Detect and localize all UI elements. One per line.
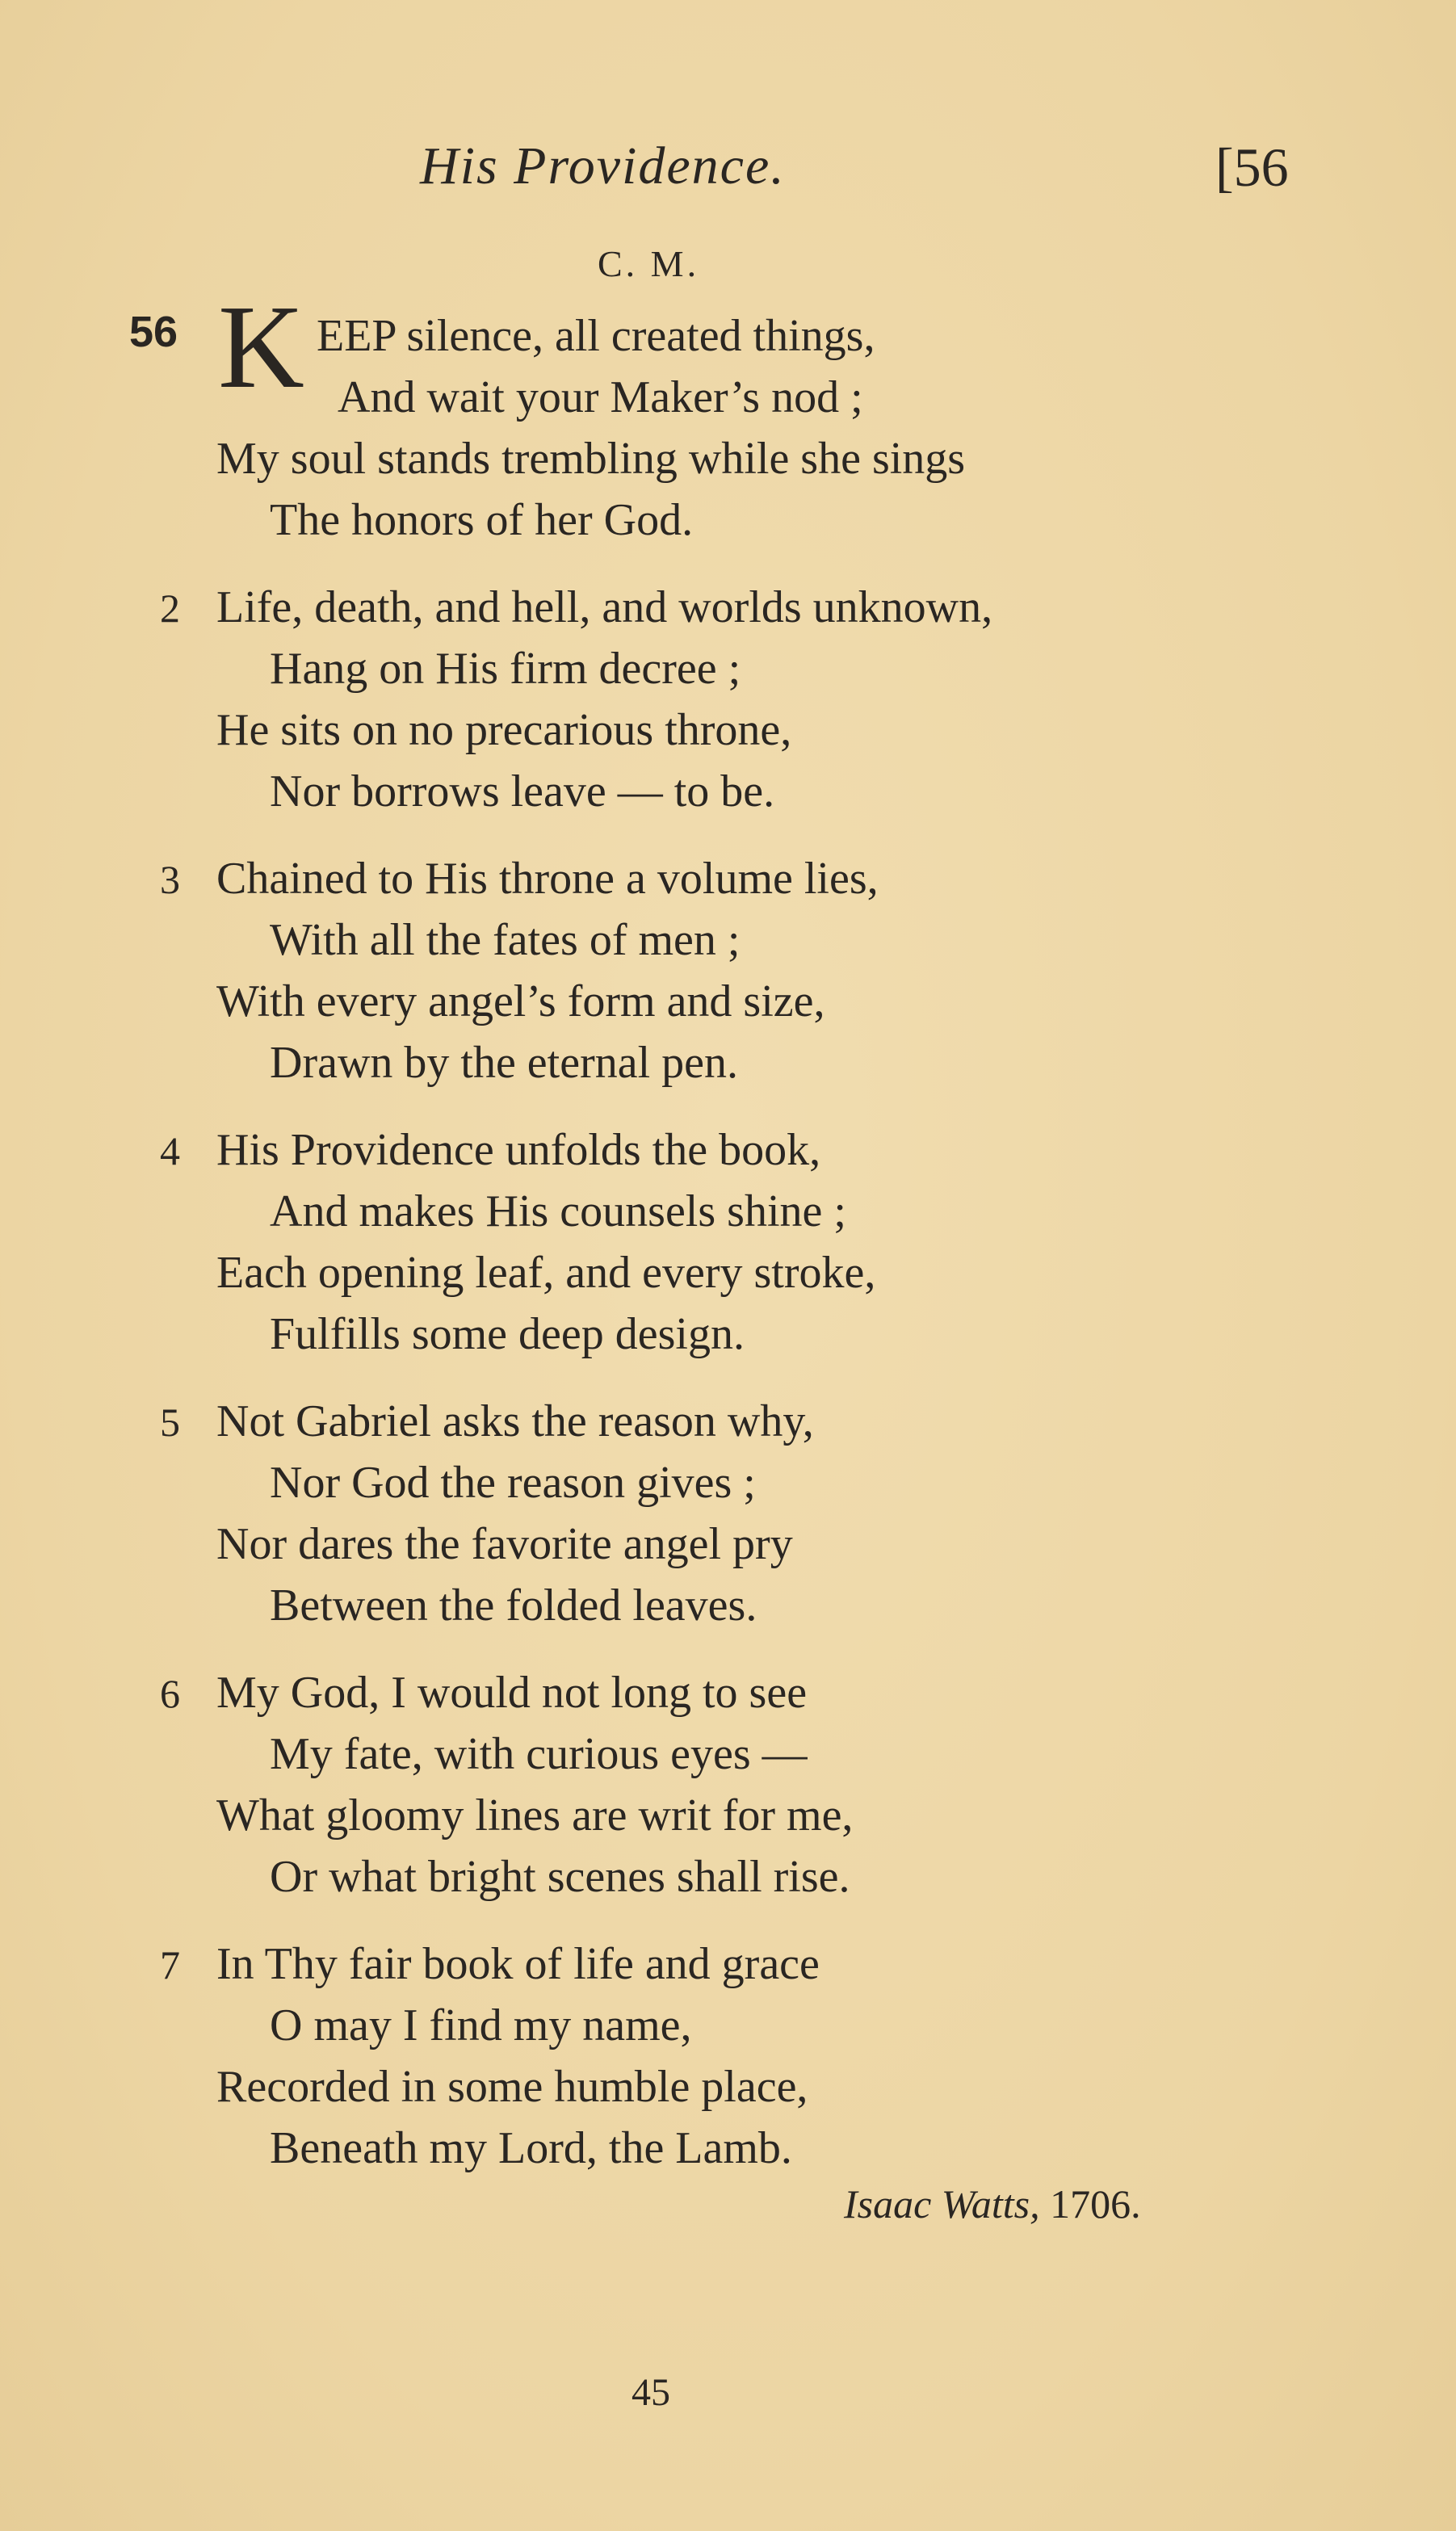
stanza-2-line-2: Hang on His firm decree ; [270,644,741,694]
hymn-number: 56 [129,308,178,356]
stanza-5-number: 5 [160,1400,180,1445]
stanza-6-number: 6 [160,1671,180,1716]
stanza-7-line-3: Recorded in some humble place, [216,2062,808,2112]
stanza-5-line-2: Nor God the reason gives ; [270,1458,756,1508]
stanza-2-line-3: He sits on no precarious throne, [216,705,792,755]
stanza-7-line-1: In Thy fair book of life and grace [216,1939,820,1989]
stanza-3-line-1: Chained to His throne a volume lies, [216,854,879,904]
stanza-4-number: 4 [160,1128,180,1173]
stanza-3-line-2: With all the fates of men ; [270,915,741,965]
stanza-6-line-1: My God, I would not long to see [216,1668,808,1718]
stanza-3-line-4: Drawn by the eternal pen. [270,1038,738,1088]
hymn-page-reference: [56 [1215,136,1289,198]
meter-label: C. M. [598,243,700,284]
stanza-7-line-4: Beneath my Lord, the Lamb. [270,2123,792,2173]
stanza-4-line-3: Each opening leaf, and every stroke, [216,1248,876,1298]
stanza-1-line-2: And wait your Maker’s nod ; [338,372,863,422]
stanza-1-line-1: EEP silence, all created things, [317,311,875,361]
stanza-1-line-3: My soul stands trembling while she sings [216,434,966,484]
drop-cap: K [218,281,304,413]
stanza-7-line-2: O may I find my name, [270,2000,692,2050]
stanza-1-line-4: The honors of her God. [270,495,694,545]
attribution-year: 1706. [1050,2181,1141,2227]
stanza-5-line-1: Not Gabriel asks the reason why, [216,1396,814,1446]
stanza-2-line-1: Life, death, and hell, and worlds unknown, [216,582,993,632]
stanza-5-line-4: Between the folded leaves. [270,1580,757,1631]
stanza-2-number: 2 [160,586,180,631]
stanza-6-line-3: What gloomy lines are writ for me, [216,1790,854,1841]
stanza-5-line-3: Nor dares the favorite angel pry [216,1519,793,1569]
running-title: His Providence. [420,136,786,195]
attribution-author: Isaac Watts, [844,2181,1040,2227]
stanza-3-number: 3 [160,857,180,902]
stanza-2-line-4: Nor borrows leave — to be. [270,766,775,816]
stanza-7-number: 7 [160,1942,180,1987]
stanza-6-line-2: My fate, with curious eyes — [270,1729,808,1779]
stanza-3-line-3: With every angel’s form and size, [216,976,825,1026]
stanza-4-line-2: And makes His counsels shine ; [270,1186,846,1236]
page-number: 45 [631,2371,670,2414]
stanza-4-line-1: His Providence unfolds the book, [216,1125,821,1175]
stanza-4-line-4: Fulfills some deep design. [270,1309,745,1359]
stanza-6-line-4: Or what bright scenes shall rise. [270,1852,850,1902]
attribution [844,2181,1141,2227]
